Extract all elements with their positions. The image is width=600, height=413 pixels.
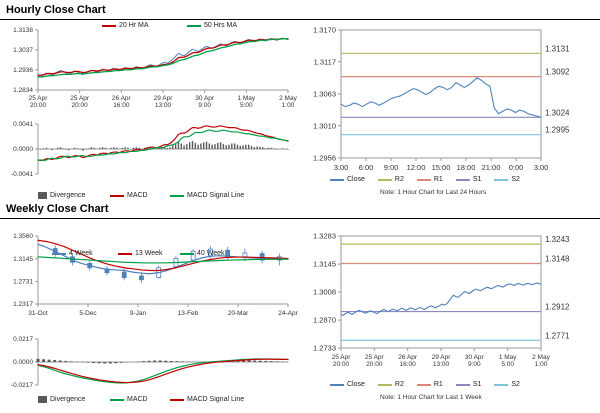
weekly-price-ytick: 1.2317	[13, 301, 33, 309]
hourly-macd-legend-macd	[110, 192, 148, 199]
weekly-pivot-legend	[330, 381, 520, 388]
hourly-macd-line	[38, 126, 288, 161]
weekly-pivot-xtick: 1 May	[498, 354, 517, 361]
weekly-pivot-xtick: 2 May	[532, 354, 550, 361]
hourly-legend-50hrsma-label: 50 Hrs MA	[204, 22, 238, 29]
hourly-price-xtick: 25 Apr	[70, 95, 90, 102]
hourly-pivot-level-label-s1: 1.3024	[545, 108, 570, 118]
line-swatch-r2-weekly	[378, 384, 392, 386]
hourly-macd-ytick: 0.0000	[13, 146, 33, 154]
weekly-pivot-chart	[305, 228, 600, 378]
weekly-price-ytick: 1.3560	[13, 233, 33, 241]
line-swatch-macd	[110, 195, 124, 197]
weekly-legend-13week	[118, 250, 163, 257]
weekly-section-title: Weekly Close Chart	[6, 203, 109, 215]
hourly-pivot-level-label-r1: 1.3092	[545, 67, 570, 77]
weekly-legend-4week-label: 4 Week	[69, 250, 93, 257]
hourly-legend-20hrma	[102, 22, 149, 29]
hourly-price-xtick: 16:00	[113, 102, 130, 109]
hourly-pivot-legend	[330, 176, 520, 183]
hourly-macd-legend-signal-label: MACD Signal Line	[187, 192, 245, 199]
hourly-macd-legend-divergence-label: Divergence	[50, 192, 86, 199]
hourly-pivot-ytick: 1.3117	[313, 57, 336, 67]
hourly-price-ytick: 1.3138	[13, 27, 33, 35]
weekly-price-xtick: 5-Dec	[79, 310, 97, 317]
hourly-price-xtick: 13:00	[154, 102, 172, 109]
weekly-price-xtick: 24-Apr	[278, 310, 298, 317]
weekly-pivot-xtick: 1:00	[534, 361, 548, 368]
weekly-section-divider	[0, 218, 600, 219]
line-swatch-s1-weekly	[456, 384, 470, 386]
weekly-pivot-ytick: 1.3283	[313, 231, 336, 241]
hourly-price-ytick: 1.3037	[13, 47, 33, 55]
hourly-pivot-xtick: 15:00	[431, 163, 451, 172]
weekly-macd-ytick: -0.0217	[10, 382, 33, 390]
weekly-pivot-xtick: 29 Apr	[431, 354, 451, 361]
weekly-price-xtick: 9-Jan	[129, 310, 147, 317]
hourly-price-series-20-hr-ma	[38, 39, 288, 76]
hourly-price-xtick: 26 Apr	[111, 95, 131, 102]
hourly-price-xtick: 9:00	[198, 102, 211, 109]
weekly-pivot-legend-s2-label: S2	[511, 381, 520, 388]
weekly-price-marker-body	[243, 253, 247, 257]
hourly-pivot-legend-s1-label: S1	[472, 176, 482, 183]
hourly-pivot-xtick: 6:00	[358, 163, 374, 172]
hourly-price-xtick: 25 Apr	[28, 95, 48, 102]
weekly-pivot-note: Note: 1 Hour Chart for Last 1 Week	[380, 394, 482, 401]
weekly-pivot-xtick: 20:00	[332, 361, 350, 368]
weekly-price-xtick: 13-Feb	[177, 310, 199, 317]
weekly-price-chart	[0, 228, 300, 328]
hourly-price-xtick: 29 Apr	[153, 95, 173, 102]
line-swatch-40week	[180, 253, 194, 255]
hourly-pivot-xtick: 0:00	[508, 163, 524, 172]
line-swatch-r2	[378, 179, 392, 181]
hourly-pivot-xtick: 3:00	[333, 163, 349, 172]
hourly-macd-legend-divergence	[38, 192, 85, 199]
weekly-pivot-xtick: 25 Apr	[364, 354, 384, 361]
weekly-pivot-xtick: 25 Apr	[331, 354, 351, 361]
hourly-pivot-level-label-r2: 1.3131	[545, 44, 570, 54]
weekly-pivot-legend-close-label: Close	[347, 381, 365, 388]
hourly-pivot-ytick: 1.2956	[313, 153, 336, 163]
weekly-pivot-ytick: 1.3008	[313, 287, 336, 297]
hourly-pivot-ytick: 1.3010	[313, 121, 336, 131]
line-swatch-s1	[456, 179, 470, 181]
weekly-price-marker-body	[122, 272, 126, 277]
line-swatch-macd-weekly	[110, 399, 124, 401]
hourly-legend-50hrsma	[187, 22, 237, 29]
bar-swatch-divergence	[38, 192, 47, 199]
line-swatch-s2	[494, 179, 508, 181]
weekly-pivot-level-label-s2: 1.2771	[545, 331, 570, 341]
hourly-macd-ytick: -0.0041	[10, 171, 33, 179]
hourly-pivot-xtick: 21:00	[481, 163, 501, 172]
weekly-pivot-legend-r1-label: R1	[433, 381, 443, 388]
weekly-macd-legend-signal	[170, 396, 244, 403]
hourly-pivot-legend-s2-label: S2	[511, 176, 520, 183]
line-swatch-close-weekly	[330, 384, 344, 386]
weekly-pivot-ytick: 1.2733	[313, 343, 336, 353]
line-swatch-4week	[52, 253, 66, 255]
weekly-pivot-xtick: 13:00	[432, 361, 450, 368]
weekly-macd-ytick: 0.0217	[13, 336, 33, 344]
weekly-legend-40week	[180, 250, 225, 257]
line-swatch-50hrsma	[187, 25, 201, 27]
weekly-pivot-legend-r2-label: R2	[394, 381, 404, 388]
weekly-pivot-level-label-r2: 1.3243	[545, 235, 570, 245]
weekly-price-xtick: 31-Oct	[28, 310, 48, 317]
weekly-legend-4week	[52, 250, 93, 257]
hourly-pivot-level-label-s2: 1.2995	[545, 125, 570, 135]
weekly-pivot-plot-frame	[341, 236, 541, 348]
line-swatch-13week	[118, 253, 132, 255]
hourly-price-chart	[0, 22, 300, 112]
weekly-pivot-ytick: 1.2870	[313, 315, 336, 325]
weekly-legend-40week-label: 40 Week	[197, 250, 225, 257]
hourly-pivot-xtick: 9:00	[383, 163, 399, 172]
hourly-price-xtick: 5:00	[240, 102, 253, 109]
weekly-pivot-close-line	[341, 283, 541, 315]
hourly-pivot-close-line	[341, 78, 541, 117]
weekly-pivot-level-label-r1: 1.3148	[545, 254, 570, 264]
hourly-pivot-ytick: 1.3170	[313, 25, 336, 35]
hourly-section-divider	[0, 19, 600, 20]
hourly-section-title: Hourly Close Chart	[6, 4, 106, 16]
weekly-macd-legend-macd	[110, 396, 148, 403]
hourly-price-xtick: 2 May	[279, 95, 297, 102]
hourly-pivot-legend-close-label: Close	[347, 176, 365, 183]
weekly-macd-signal-line	[38, 359, 288, 382]
weekly-macd-legend-divergence	[38, 396, 85, 403]
weekly-macd-line	[38, 359, 288, 383]
hourly-price-xtick: 30 Apr	[195, 95, 215, 102]
weekly-macd-chart	[0, 333, 300, 395]
hourly-pivot-legend-r2-label: R2	[394, 176, 404, 183]
weekly-macd-legend-signal-label: MACD Signal Line	[187, 396, 245, 403]
line-swatch-r1	[417, 179, 431, 181]
weekly-price-ytick: 1.2731	[13, 278, 33, 286]
hourly-price-xtick: 20:00	[29, 102, 47, 109]
hourly-price-ytick: 1.2834	[13, 87, 33, 95]
weekly-pivot-xtick: 30 Apr	[464, 354, 484, 361]
weekly-legend-13week-label: 13 Week	[135, 250, 163, 257]
line-swatch-20hrma	[102, 25, 116, 27]
hourly-macd-legend-signal	[170, 192, 244, 199]
line-swatch-s2-weekly	[494, 384, 508, 386]
hourly-pivot-legend-r1-label: R1	[433, 176, 443, 183]
weekly-price-xtick: 20-Mar	[227, 310, 249, 317]
line-swatch-r1-weekly	[417, 384, 431, 386]
weekly-pivot-xtick: 5:00	[501, 361, 514, 368]
line-swatch-signal-weekly	[170, 399, 184, 401]
hourly-pivot-plot-frame	[341, 30, 541, 158]
weekly-pivot-ytick: 1.3145	[313, 259, 336, 269]
weekly-price-marker-body	[139, 276, 143, 280]
hourly-pivot-xtick: 3:00	[533, 163, 549, 172]
weekly-macd-legend-divergence-label: Divergence	[50, 396, 86, 403]
hourly-pivot-xtick: 12:00	[406, 163, 426, 172]
weekly-pivot-xtick: 9:00	[468, 361, 481, 368]
weekly-pivot-legend-s1-label: S1	[472, 381, 482, 388]
hourly-price-xtick: 1:00	[281, 102, 295, 109]
hourly-price-xtick: 1 May	[237, 95, 256, 102]
hourly-macd-ytick: 0.0041	[13, 121, 33, 129]
weekly-pivot-xtick: 26 Apr	[398, 354, 418, 361]
weekly-pivot-xtick: 20:00	[366, 361, 383, 368]
hourly-price-ytick: 1.2936	[13, 67, 33, 75]
line-swatch-signal	[170, 195, 184, 197]
weekly-pivot-xtick: 16:00	[399, 361, 416, 368]
hourly-pivot-ytick: 1.3063	[313, 89, 336, 99]
weekly-price-ytick: 1.3145	[13, 255, 33, 263]
line-swatch-close	[330, 179, 344, 181]
hourly-pivot-chart	[305, 22, 600, 187]
weekly-macd-ytick: 0.0000	[13, 359, 33, 367]
weekly-macd-legend-macd-label: MACD	[127, 396, 148, 403]
hourly-legend-20hrma-label: 20 Hr MA	[119, 22, 149, 29]
weekly-pivot-level-label-s1: 1.2912	[545, 302, 570, 312]
hourly-pivot-note: Note: 1 Hour Chart for Last 24 Hours	[380, 189, 487, 196]
hourly-price-xtick: 20:00	[71, 102, 88, 109]
bar-swatch-divergence-weekly	[38, 396, 47, 403]
hourly-macd-chart	[0, 118, 300, 190]
hourly-macd-legend-macd-label: MACD	[127, 192, 148, 199]
hourly-pivot-xtick: 18:00	[456, 163, 476, 172]
